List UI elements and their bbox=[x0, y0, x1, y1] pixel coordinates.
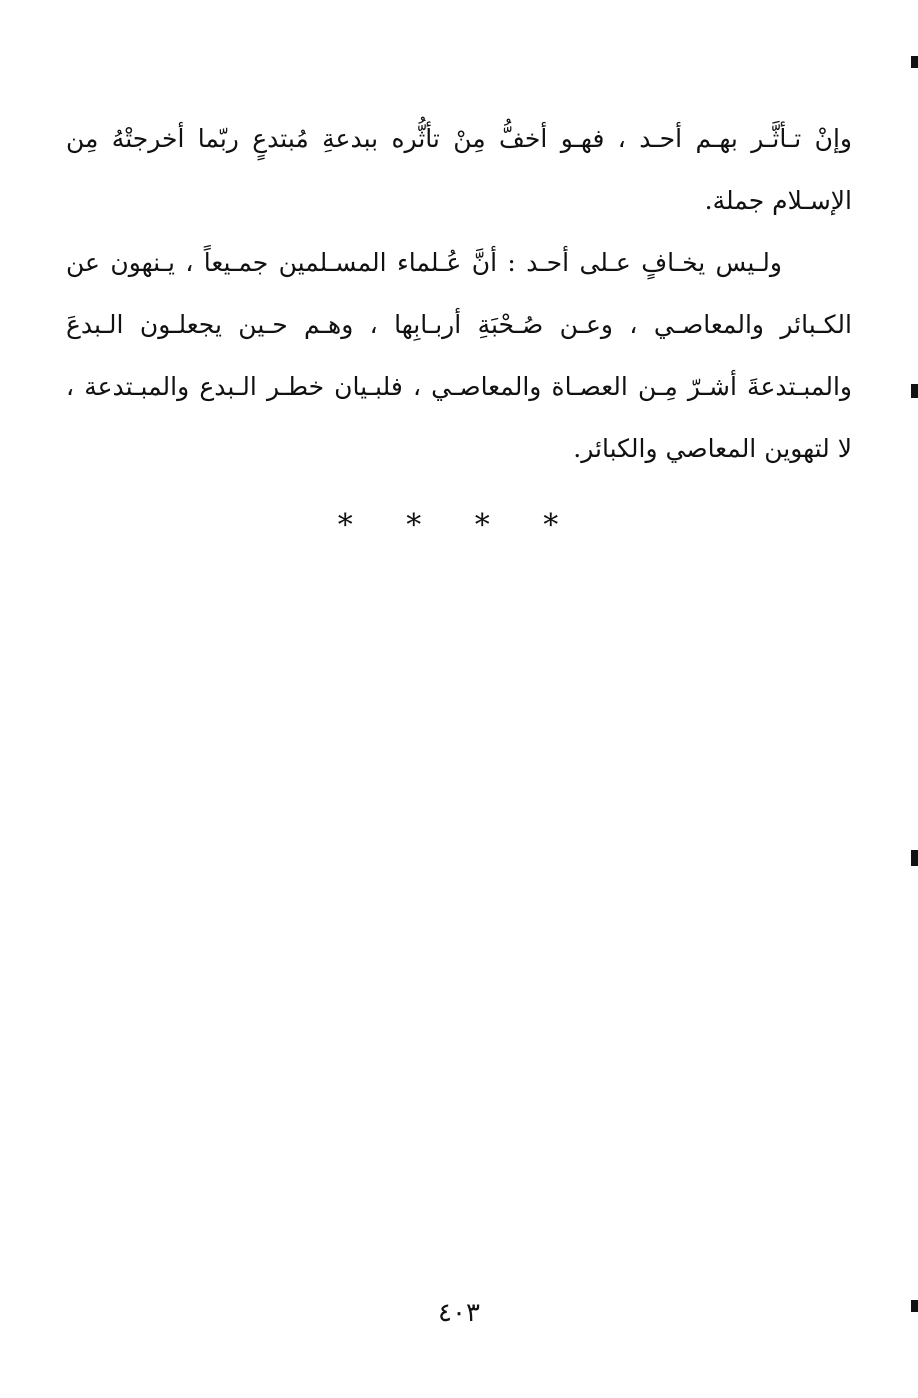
body-text bbox=[66, 108, 852, 480]
scan-edge-mark bbox=[911, 384, 918, 398]
page-number: ٤٠٣ bbox=[438, 1298, 480, 1328]
section-separator: * * * * bbox=[337, 508, 581, 543]
scan-edge-mark bbox=[911, 850, 918, 866]
scan-edge-mark bbox=[911, 56, 918, 68]
paragraph: وإنْ تـأثَّـر بهـم أحـد ، فهـو أخفُّ مِنْ تأثُّره ببدعةِ مُبتدعٍ ربّما أخرجتْهُ مِن الإسـلام جملة. bbox=[66, 124, 852, 215]
paragraph: ولـيس يخـافٍ عـلى أحـد : أنَّ عُـلماء المسـلمين جمـيعاً ، يـنهون عن الكـبائر والمعاصـي ، وعـن صُـحْبَةِ أربـابِها ، وهـم حـين يجعلـون الـبدعَ والمبـتدعةَ أشـرّ مِـن العصـاة والمعاصـي ، فلبـيان خطـر الـبدع والمبـتدعة ، لا لتهوين المعاصي والكبائر. bbox=[66, 248, 852, 463]
